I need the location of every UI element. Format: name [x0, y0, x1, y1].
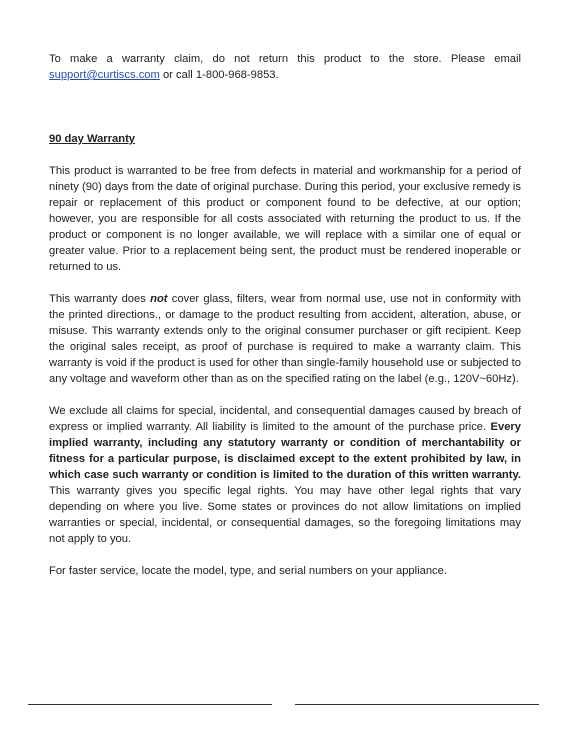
warranty-heading: 90 day Warranty	[49, 133, 136, 145]
warranty-paragraph-service: For faster service, locate the model, type, and serial numbers on your appliance.	[49, 565, 447, 577]
warranty-claim-intro	[49, 51, 521, 83]
signature-line-left	[28, 704, 272, 705]
liability-disclaimer-bold: Every implied warranty, including any statutory warranty or condition of merchantability or fitness for a particular purpose, is disclaimed except to the extent prohibited by law, in which case such warranty or condition is limited to the duration of this written warranty.	[49, 421, 521, 481]
liability-text-before: We exclude all claims for special, incidental, and consequential damages caused by breach of express or implied warranty. All liability is limited to the amount of the purchase price.	[49, 405, 521, 433]
signature-line-right	[295, 704, 539, 705]
document-body	[49, 51, 521, 595]
intro-text-after: or call 1-800-968-9853.	[159, 69, 279, 81]
exclusions-text-after: cover glass, filters, wear from normal use, use not in conformity with the printed directions., or damage to the product resulting from accident, alteration, abuse, or misuse. This warranty extends only to the original consumer purchaser or gift recipient. Keep the original sales receipt, as proof of purchase is required to make a warranty claim. This warranty is void if the product is used for other than single-family household use or subjected to any voltage and waveform other than as on the specified rating on the label (e.g., 120V~60Hz).	[49, 293, 521, 385]
exclusions-emphasis: not	[150, 293, 168, 305]
warranty-paragraph-coverage: This product is warranted to be free from defects in material and workmanship for a period of ninety (90) days from the date of original purchase. During this period, your exclusive remedy is repair or replacement of this product or component found to be defective, at our option; however, you are responsible for all costs associated with returning the product to us. If the product or component is no longer available, we will replace with a similar one of equal or greater value. Prior to a replacement being sent, the product must be rendered inoperable or returned to us.	[49, 165, 521, 273]
liability-text-after: This warranty gives you specific legal rights. You may have other legal rights that vary depending on where you live. Some states or provinces do not allow limitations on implied warranties or special, incidental, or consequential damages, so the foregoing limitations may not apply to you.	[49, 485, 521, 545]
warranty-paragraph-exclusions	[49, 291, 521, 387]
intro-text-before: To make a warranty claim, do not return this product to the store. Please email	[49, 53, 521, 65]
warranty-paragraph-liability	[49, 403, 521, 547]
support-email-link[interactable]: support@curtiscs.com	[49, 69, 160, 81]
exclusions-text-before: This warranty does	[49, 293, 151, 305]
